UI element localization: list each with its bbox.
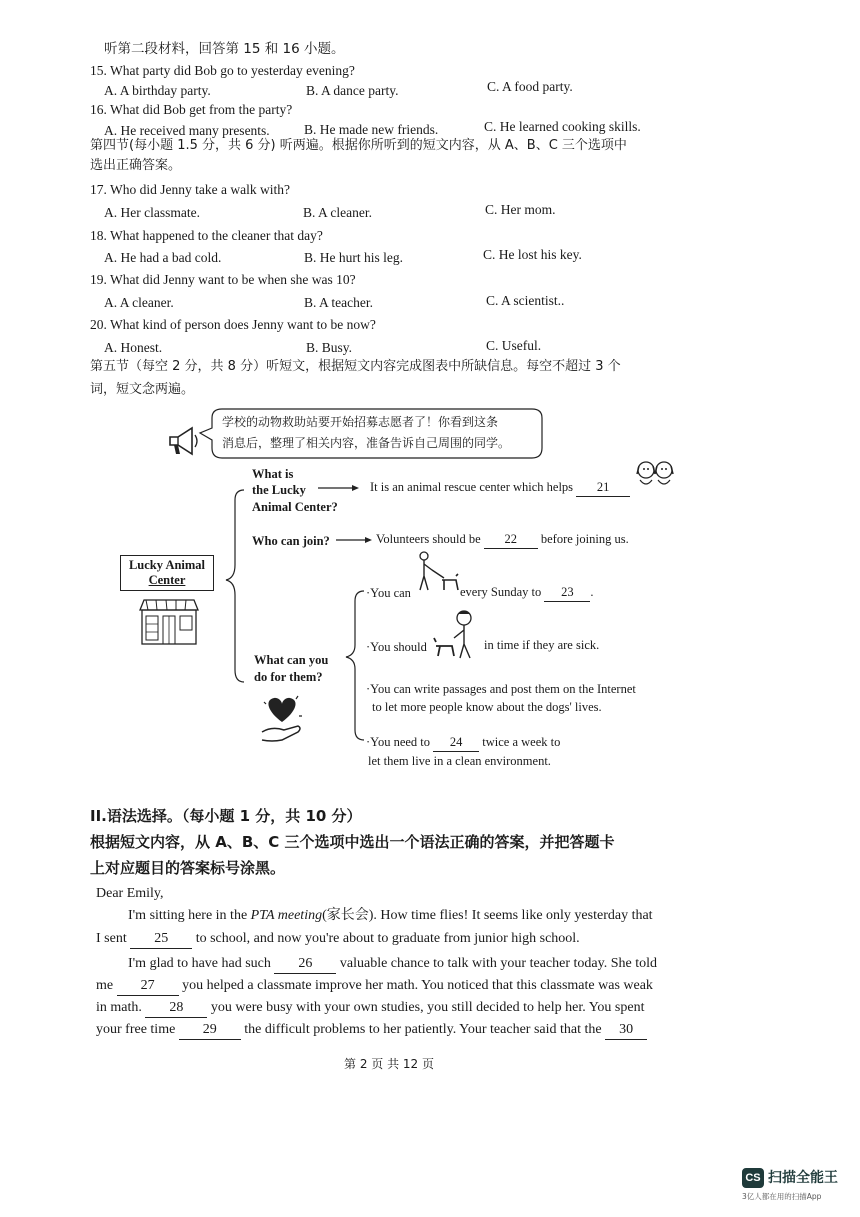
q19-option-c: C. A scientist..	[486, 293, 565, 308]
watermark-tagline: 3亿人都在用的扫描App	[742, 1192, 822, 1201]
building-icon	[136, 596, 202, 653]
q15-option-a: A. A birthday party.	[104, 83, 211, 98]
letter-line-3-b: valuable chance to talk with your teacher today. She told	[339, 956, 657, 971]
q18-option-a: A. He had a bad cold.	[104, 250, 222, 265]
blank-29: 29	[179, 1021, 241, 1040]
q19-option-b: B. A teacher.	[304, 295, 373, 310]
letter-line-2	[96, 930, 580, 949]
letter-line-4-a: me	[96, 978, 114, 993]
bullet-2-start: You should	[370, 640, 427, 654]
blank-28: 28	[145, 999, 207, 1018]
bullet-4-line-2: let them live in a clean environment.	[368, 754, 551, 768]
bullet-3-text-1: You can write passages and post them on the Internet	[370, 682, 636, 696]
vet-dog-icon	[432, 608, 482, 665]
letter-line-1-b: (家长会). How time flies! It seems like only yesterday that	[322, 908, 653, 923]
q15-option-b: B. A dance party.	[306, 83, 399, 98]
section-intro: 听第二段材料，回答第 15 和 16 小题。	[104, 41, 345, 57]
blank-24: 24	[433, 733, 479, 752]
letter-pta: PTA meeting	[250, 908, 323, 923]
answer-what-is	[370, 478, 630, 497]
branch-what-is-1: What is	[252, 467, 294, 481]
q17-option-c: C. Her mom.	[485, 202, 556, 217]
letter-line-4	[96, 977, 653, 996]
center-node-label-2: Center	[148, 573, 186, 587]
cs-logo: CS	[742, 1168, 764, 1188]
bullet-4-start: You need to	[370, 735, 431, 749]
q15-option-c: C. A food party.	[487, 79, 573, 94]
question-15: 15. What party did Bob go to yesterday evening?	[90, 63, 355, 78]
q16-option-b: B. He made new friends.	[304, 122, 439, 137]
q20-option-a: A. Honest.	[104, 340, 163, 355]
letter-line-5-a: in math.	[96, 1000, 142, 1015]
letter-line-3	[128, 955, 657, 974]
answer-what-is-text: It is an animal rescue center which helps	[370, 480, 574, 494]
q18-option-b: B. He hurt his leg.	[304, 250, 403, 265]
branch-what-is-3: Animal Center?	[252, 500, 338, 514]
bullet-2-end: in time if they are sick.	[484, 638, 600, 652]
section-5-heading-cont: 词，短文念两遍。	[90, 382, 195, 397]
q18-option-c: C. He lost his key.	[483, 247, 582, 262]
dogs-icon	[634, 458, 676, 495]
letter-line-6-a: your free time	[96, 1022, 176, 1037]
q20-option-b: B. Busy.	[306, 340, 353, 355]
q16-option-a: A. He received many presents.	[104, 123, 270, 138]
letter-line-3-a: I'm glad to have had such	[128, 956, 271, 971]
blank-21: 21	[576, 478, 630, 497]
question-16: 16. What did Bob get from the party?	[90, 102, 293, 117]
bubble-text-line-1: 学校的动物救助站要开始招募志愿者了！你看到这条	[222, 415, 499, 429]
grammar-instruction-2: 上对应题目的答案标号涂黑。	[90, 859, 286, 877]
letter-line-2-b: to school, and now you're about to graduate from junior high school.	[195, 931, 580, 946]
bullet-4-end: twice a week to	[482, 735, 561, 749]
bullet-3-line-1: ·You can write passages and post them on the Internet	[366, 682, 636, 696]
blank-22: 22	[484, 530, 538, 549]
heart-hand-icon	[258, 692, 306, 751]
bullet-2: ·You should	[366, 640, 427, 654]
branch-what-do-1: What can you	[254, 653, 329, 667]
grammar-instruction-1: 根据短文内容，从 A、B、C 三个选项中选出一个语法正确的答案，并把答题卡	[90, 833, 615, 851]
question-17: 17. Who did Jenny take a walk with?	[90, 182, 290, 197]
bullet-1-cont: every Sunday to 23 .	[460, 583, 593, 602]
letter-line-1	[128, 907, 653, 925]
megaphone-icon	[166, 423, 202, 464]
letter-line-1-a: I'm sitting here in the	[128, 908, 251, 923]
watermark-name: 扫描全能王	[768, 1170, 838, 1186]
bullet-1: ·You can	[366, 586, 411, 600]
bullet-4-line-1: ·You need to 24 twice a week to	[366, 733, 560, 752]
blank-27: 27	[117, 977, 179, 996]
letter-line-5	[96, 999, 644, 1018]
branch-what-do-2: do for them?	[254, 670, 323, 684]
center-node	[120, 555, 214, 591]
branch-what-is-2: the Lucky	[252, 483, 306, 497]
section-4-heading: 第四节(每小题 1.5 分，共 6 分) 听两遍。根据你所听到的短文内容，从 A、B、C 三个选项中	[90, 138, 627, 153]
blank-25: 25	[130, 930, 192, 949]
letter-line-5-b: you were busy with your own studies, you still decided to help her. You spent	[210, 1000, 645, 1015]
letter-line-6	[96, 1021, 647, 1040]
answer-who-join	[376, 530, 629, 549]
page-footer: 第 2 页 共 12 页	[344, 1057, 434, 1071]
q17-option-b: B. A cleaner.	[303, 205, 372, 220]
blank-30: 30	[605, 1021, 647, 1040]
bubble-text-line-2: 消息后，整理了相关内容，准备告诉自己周围的同学。	[222, 436, 511, 450]
letter-line-4-b: you helped a classmate improve her math. You noticed that this classmate was weak	[182, 978, 653, 993]
answer-who-join-end: before joining us.	[540, 532, 629, 546]
answer-who-join-text: Volunteers should be	[376, 532, 481, 546]
blank-23: 23	[544, 583, 590, 602]
q17-option-a: A. Her classmate.	[104, 205, 200, 220]
letter-line-2-a: I sent	[96, 931, 127, 946]
blank-26: 26	[274, 955, 336, 974]
section-4-heading-cont: 选出正确答案。	[90, 158, 182, 173]
question-18: 18. What happened to the cleaner that day?	[90, 228, 323, 243]
letter-greeting: Dear Emily,	[96, 886, 164, 901]
section-5-heading: 第五节（每空 2 分，共 8 分）听短文，根据短文内容完成图表中所缺信息。每空不超过 3 个	[90, 359, 621, 374]
bullet-1-mid: every Sunday to	[460, 585, 542, 599]
center-node-label-1: Lucky Animal	[128, 558, 206, 572]
walking-dog-icon	[414, 550, 462, 599]
grammar-title: II.语法选择。（每小题 1 分，共 10 分）	[90, 807, 362, 825]
letter-line-6-b: the difficult problems to her patiently. Your teacher said that the	[244, 1022, 602, 1037]
question-19: 19. What did Jenny want to be when she was 10?	[90, 272, 356, 287]
branch-who-join: Who can join?	[252, 534, 330, 548]
q20-option-c: C. Useful.	[486, 338, 542, 353]
bullet-1-start: You can	[370, 586, 411, 600]
bullet-3-line-2: to let more people know about the dogs' lives.	[372, 700, 602, 714]
q19-option-a: A. A cleaner.	[104, 295, 174, 310]
q16-option-c: C. He learned cooking skills.	[484, 119, 641, 134]
question-20: 20. What kind of person does Jenny want to be now?	[90, 317, 376, 332]
